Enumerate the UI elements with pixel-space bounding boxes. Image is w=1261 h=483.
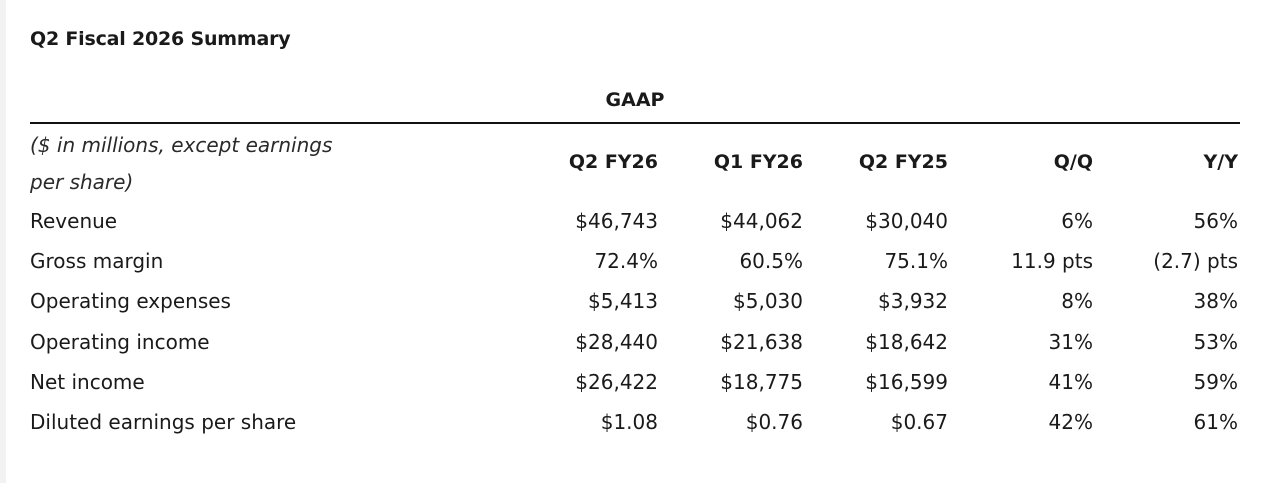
row-label-diluted-eps: Diluted earnings per share [30, 410, 297, 434]
table-cell: $0.67 [890, 410, 948, 434]
row-label-revenue: Revenue [30, 209, 118, 233]
table-cell: (2.7) pts [1153, 249, 1238, 273]
column-header-q2-fy26: Q2 FY26 [568, 151, 658, 173]
table-cell: 53% [1193, 330, 1238, 354]
table-cell: 60.5% [739, 249, 803, 273]
table-cell: $46,743 [575, 209, 658, 233]
unit-note: ($ in millions, except earnings per share) [30, 133, 333, 194]
row-label-net-income: Net income [30, 370, 145, 394]
table-cell: 75.1% [884, 249, 948, 273]
table-cell: $44,062 [720, 209, 803, 233]
table-cell: $5,030 [733, 289, 803, 313]
gaap-group-header: GAAP [605, 89, 665, 111]
table-cell: $26,422 [575, 370, 658, 394]
table-cell: 38% [1193, 289, 1238, 313]
table-cell: 11.9 pts [1011, 249, 1093, 273]
table-cell: $30,040 [865, 209, 948, 233]
table-cell: $21,638 [720, 330, 803, 354]
table-cell: 41% [1048, 370, 1093, 394]
table-cell: 31% [1048, 330, 1093, 354]
table-cell: 72.4% [594, 249, 658, 273]
column-header-qq: Q/Q [1053, 151, 1093, 173]
page-edge [0, 0, 6, 483]
table-cell: $18,642 [865, 330, 948, 354]
row-label-operating-income: Operating income [30, 330, 210, 354]
table-cell: $3,932 [878, 289, 948, 313]
table-cell: 8% [1061, 289, 1093, 313]
row-label-operating-expenses: Operating expenses [30, 289, 231, 313]
table-cell: 6% [1061, 209, 1093, 233]
page-title: Q2 Fiscal 2026 Summary [30, 28, 291, 50]
table-cell: 42% [1048, 410, 1093, 434]
table-cell: 59% [1193, 370, 1238, 394]
column-header-q1-fy26: Q1 FY26 [713, 151, 803, 173]
column-header-yy: Y/Y [1203, 151, 1238, 173]
table-cell: $5,413 [588, 289, 658, 313]
table-cell: $0.76 [745, 410, 803, 434]
column-header-q2-fy25: Q2 FY25 [858, 151, 948, 173]
table-cell: $1.08 [600, 410, 658, 434]
table-cell: $18,775 [720, 370, 803, 394]
row-label-gross-margin: Gross margin [30, 249, 164, 273]
table-cell: $16,599 [865, 370, 948, 394]
header-divider [30, 122, 1240, 124]
table-cell: 61% [1193, 410, 1238, 434]
table-cell: $28,440 [575, 330, 658, 354]
table-cell: 56% [1193, 209, 1238, 233]
